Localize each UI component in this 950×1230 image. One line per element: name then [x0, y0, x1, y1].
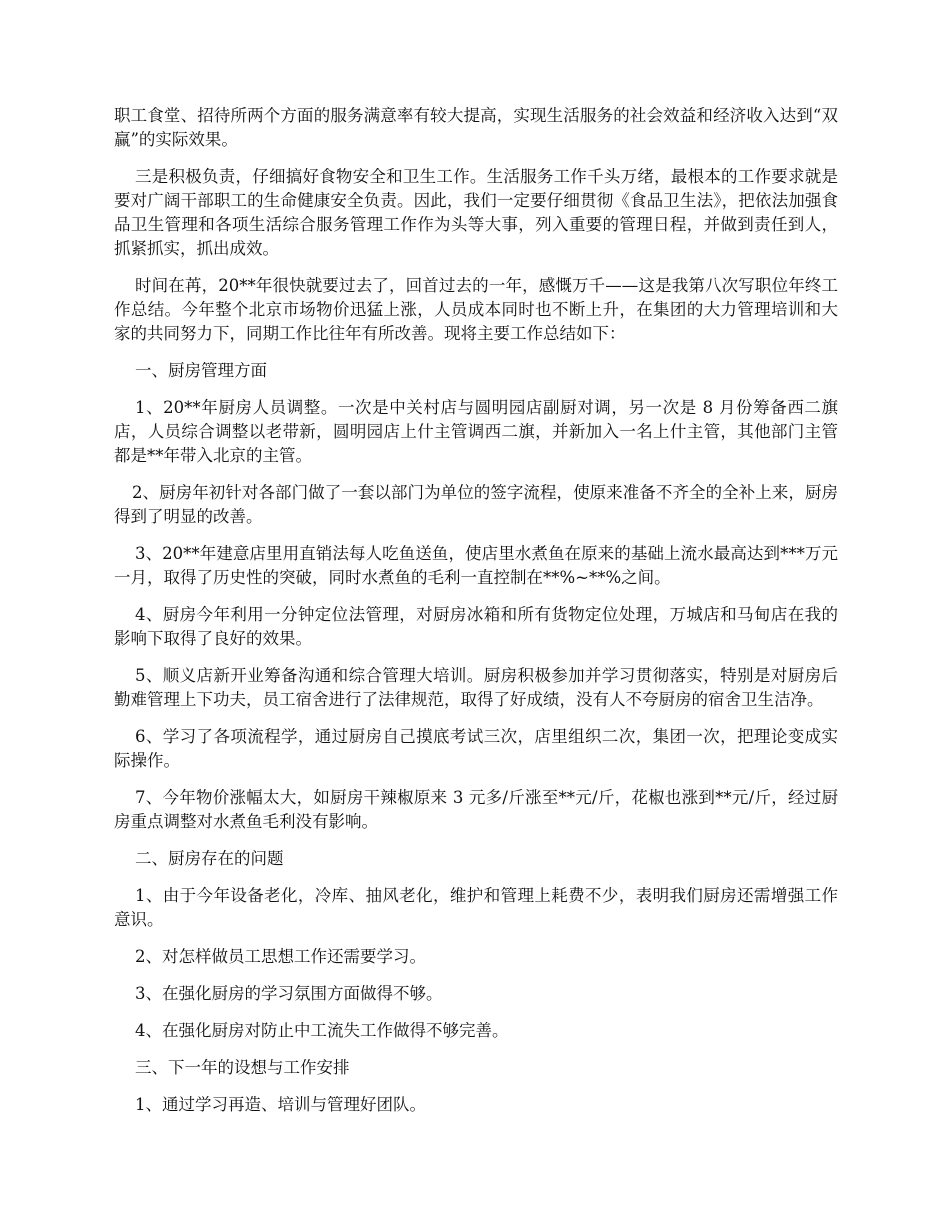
- list-item: 6、学习了各项流程学，通过厨房自己摸底考试三次，店里组织二次，集团一次，把理论变成实际操作。: [114, 727, 838, 770]
- list-item: 2、厨房年初针对各部门做了一套以部门为单位的签字流程，使原来准备不齐全的全补上来，厨房得到了明显的改善。: [114, 483, 838, 526]
- section-heading: 三、下一年的设想与工作安排: [135, 1058, 350, 1077]
- section-heading: 一、厨房管理方面: [135, 361, 267, 380]
- paragraph: 职工食堂、招待所两个方面的服务满意率有较大提高，实现生活服务的社会效益和经济收入达到“双赢”的实际效果。: [114, 106, 838, 149]
- paragraph: 三是积极负责，仔细搞好食物安全和卫生工作。生活服务工作千头万绪，最根本的工作要求就是要对广阔干部职工的生命健康安全负责。因此，我们一定要仔细贯彻《食品卫生法》，把依法加强食品卫生管理和各项生活综合服务管理工作作为头等大事，列入重要的管理日程，并做到责任到人，抓紧抓实，抓出成效。: [114, 167, 838, 258]
- list-item: 2、对怎样做员工思想工作还需要学习。: [135, 947, 426, 966]
- paragraph: 时间在苒，20**年很快就要过去了，回首过去的一年，感慨万千——这是我第八次写职位年终工作总结。今年整个北京市场物价迅猛上涨，人员成本同时也不断上升，在集团的大力管理培训和大家的共同努力下，同期工作比往年有所改善。现将主要工作总结如下：: [114, 276, 838, 343]
- list-item: 1、由于今年设备老化，冷库、抽风老化，维护和管理上耗费不少，表明我们厨房还需增强工作意识。: [114, 886, 838, 929]
- list-item: 1、通过学习再造、培训与管理好团队。: [135, 1095, 426, 1114]
- document-body: [114, 104, 838, 1130]
- list-item: 7、今年物价涨幅太大，如厨房干辣椒原来 3 元多/斤涨至**元/斤，花椒也涨到**元/斤，经过厨房重点调整对水煮鱼毛利没有影响。: [114, 788, 838, 831]
- list-item: 5、顺义店新开业筹备沟通和综合管理大培训。厨房积极参加并学习贯彻落实，特别是对厨房后勤难管理上下功夫，员工宿舍进行了法律规范，取得了好成绩，没有人不夸厨房的宿舍卫生洁净。: [114, 666, 838, 709]
- list-item: 4、厨房今年利用一分钟定位法管理，对厨房冰箱和所有货物定位处理，万城店和马甸店在我的影响下取得了良好的效果。: [114, 605, 838, 648]
- list-item: 3、20**年建意店里用直销法每人吃鱼送鱼，使店里水煮鱼在原来的基础上流水最高达到***万元一月，取得了历史性的突破，同时水煮鱼的毛利一直控制在**%~**%之间。: [114, 544, 838, 587]
- list-item: 4、在强化厨房对防止中工流失工作做得不够完善。: [135, 1021, 509, 1040]
- list-item: 1、20**年厨房人员调整。一次是中关村店与圆明园店副厨对调，另一次是 8 月份筹备西二旗店，人员综合调整以老带新，圆明园店上什主管调西二旗，并新加入一名上什主管，其他部门主管都是**年带入北京的主管。: [114, 398, 838, 465]
- list-item: 3、在强化厨房的学习氛围方面做得不够。: [135, 984, 443, 1003]
- section-heading: 二、厨房存在的问题: [135, 849, 284, 868]
